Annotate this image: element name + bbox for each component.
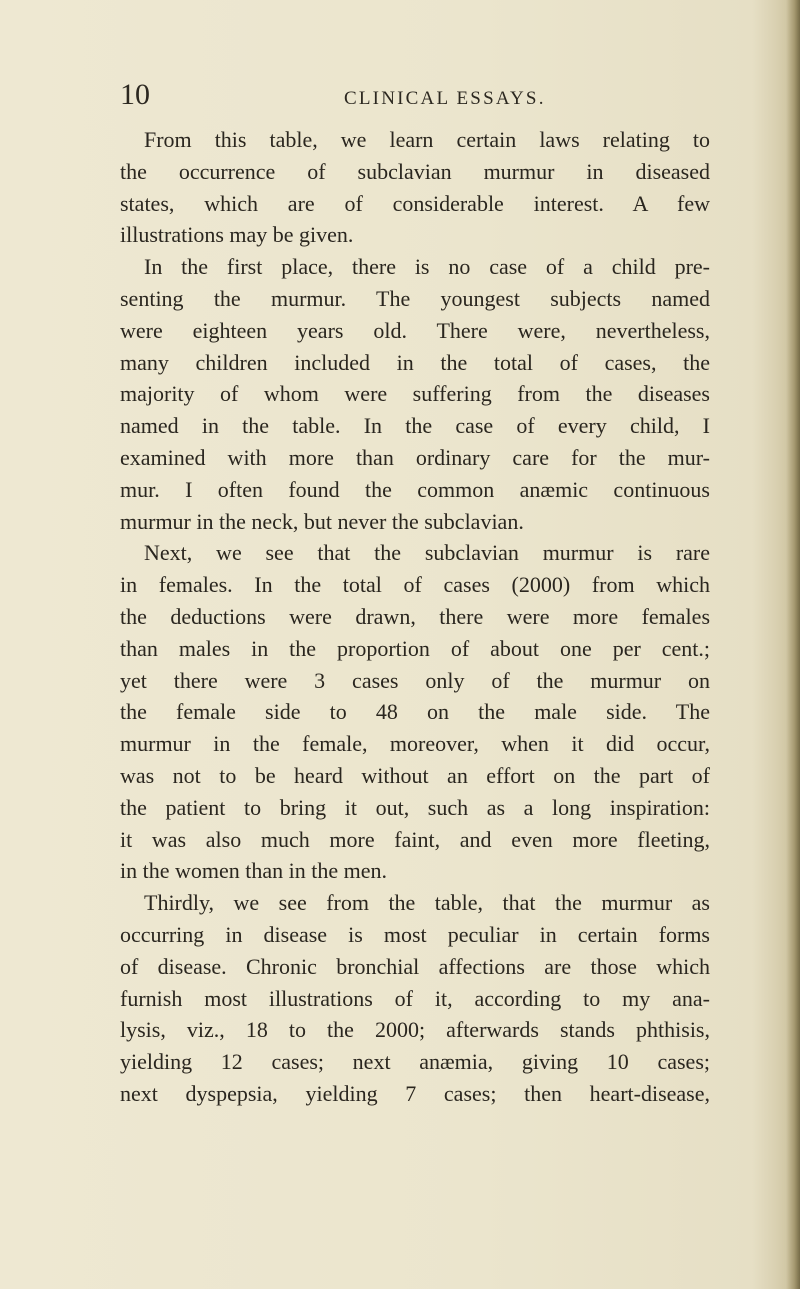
text-line: was not to be heard without an effort on the part of: [120, 762, 710, 788]
text-line: in the women than in the men.: [120, 858, 387, 884]
text-line: furnish most illustrations of it, according to my ana-: [120, 985, 710, 1011]
text-line: Thirdly, we see from the table, that the murmur as: [144, 890, 710, 916]
text-line: it was also much more faint, and even more fleeting,: [120, 826, 710, 852]
body-text: [120, 124, 710, 1110]
page-edge-shadow: [786, 0, 800, 1289]
text-line: than males in the proportion of about one per cent.;: [120, 635, 710, 661]
text-line: the patient to bring it out, such as a long inspiration:: [120, 794, 710, 820]
text-line: named in the table. In the case of every child, I: [120, 413, 710, 439]
text-line: From this table, we learn certain laws relating to: [144, 127, 710, 152]
text-line: illustrations may be given.: [120, 222, 354, 248]
text-line: lysis, viz., 18 to the 2000; afterwards stands phthisis,: [120, 1017, 710, 1043]
text-line: senting the murmur. The youngest subjects named: [120, 285, 710, 311]
text-line: next dyspepsia, yielding 7 cases; then heart-disease,: [120, 1080, 710, 1106]
text-line: states, which are of considerable interest. A few: [120, 190, 710, 216]
running-title: CLINICAL ESSAYS.: [344, 88, 546, 109]
text-line: murmur in the neck, but never the subclavian.: [120, 508, 524, 534]
text-line: were eighteen years old. There were, nevertheless,: [120, 317, 710, 343]
paragraph: [120, 124, 710, 251]
text-line: mur. I often found the common anæmic continuous: [120, 476, 710, 502]
text-line: examined with more than ordinary care for the mur-: [120, 444, 710, 470]
text-line: majority of whom were suffering from the diseases: [120, 381, 710, 407]
paragraph: [120, 537, 710, 887]
page-header: [0, 78, 800, 122]
text-line: the female side to 48 on the male side. The: [120, 699, 710, 725]
page-number: 10: [120, 78, 150, 111]
text-line: occurring in disease is most peculiar in certain forms: [120, 921, 710, 947]
text-line: in females. In the total of cases (2000) from which: [120, 572, 710, 598]
text-line: In the first place, there is no case of a child pre-: [144, 254, 710, 280]
paragraph: [120, 887, 710, 1110]
paragraph: [120, 251, 710, 537]
text-line: the occurrence of subclavian murmur in diseased: [120, 158, 710, 184]
text-line: murmur in the female, moreover, when it did occur,: [120, 731, 710, 757]
text-line: yet there were 3 cases only of the murmur on: [120, 667, 710, 693]
text-line: many children included in the total of cases, the: [120, 349, 710, 375]
text-line: of disease. Chronic bronchial affections are those which: [120, 953, 710, 979]
text-line: yielding 12 cases; next anæmia, giving 10 cases;: [120, 1049, 710, 1075]
text-line: Next, we see that the subclavian murmur is rare: [144, 540, 710, 566]
text-line: the deductions were drawn, there were more females: [120, 603, 710, 629]
